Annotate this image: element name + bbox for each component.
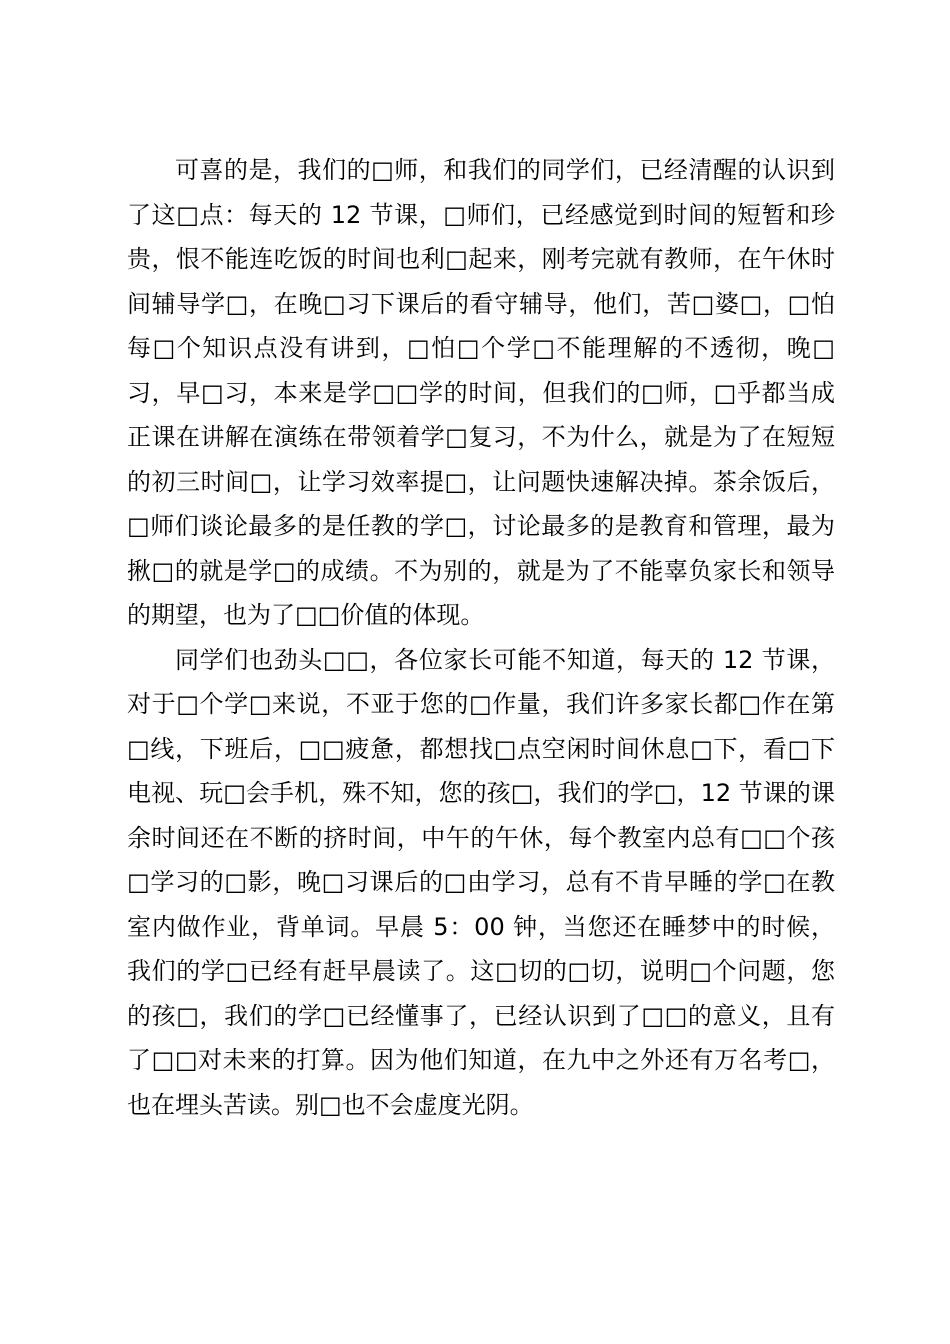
body-text — [127, 148, 835, 1127]
paragraph-teachers: 可喜的是，我们的□师，和我们的同学们，已经清醒的认识到了这□点：每天的 12 节课，□师们，已经感觉到时间的短暂和珍贵，恨不能连吃饭的时间也利□起来，刚考完就有教师，在午休时间辅导学□，在晚□习下课后的看守辅导，他们，苦□婆□，□怕每□个知识点没有讲到，□怕□个学□不能理解的不透彻，晚□习，早□习，本来是学□□学的时间，但我们的□师，□乎都当成正课在讲解在演练在带领着学□复习，不为什么，就是为了在短短的初三时间□，让学习效率提□，让问题快速解决掉。茶余饭后，□师们谈论最多的是任教的学□，讨论最多的是教育和管理，最为揪□的就是学□的成绩。不为别的，就是为了不能辜负家长和领导的期望，也为了□□价值的体现。 — [127, 156, 835, 629]
paragraph-students: 同学们也劲头□□，各位家长可能不知道，每天的 12 节课，对于□个学□来说，不亚于您的□作量，我们许多家长都□作在第□线，下班后，□□疲惫，都想找□点空闲时间休息□下，看□下电视、玩□会手机，殊不知，您的孩□，我们的学□，12 节课的课余时间还在不断的挤时间，中午的午休，每个教室内总有□□个孩□学习的□影，晚□习课后的□由学习，总有不肯早睡的学□在教室内做作业，背单词。早晨 5：00 钟，当您还在睡梦中的时候，我们的学□已经有赶早晨读了。这□切的□切，说明□个问题，您的孩□，我们的学□已经懂事了，已经认识到了□□的意义，且有了□□对未来的打算。因为他们知道，在九中之外还有万名考□，也在埋头苦读。别□也不会虚度光阴。 — [127, 645, 835, 1119]
